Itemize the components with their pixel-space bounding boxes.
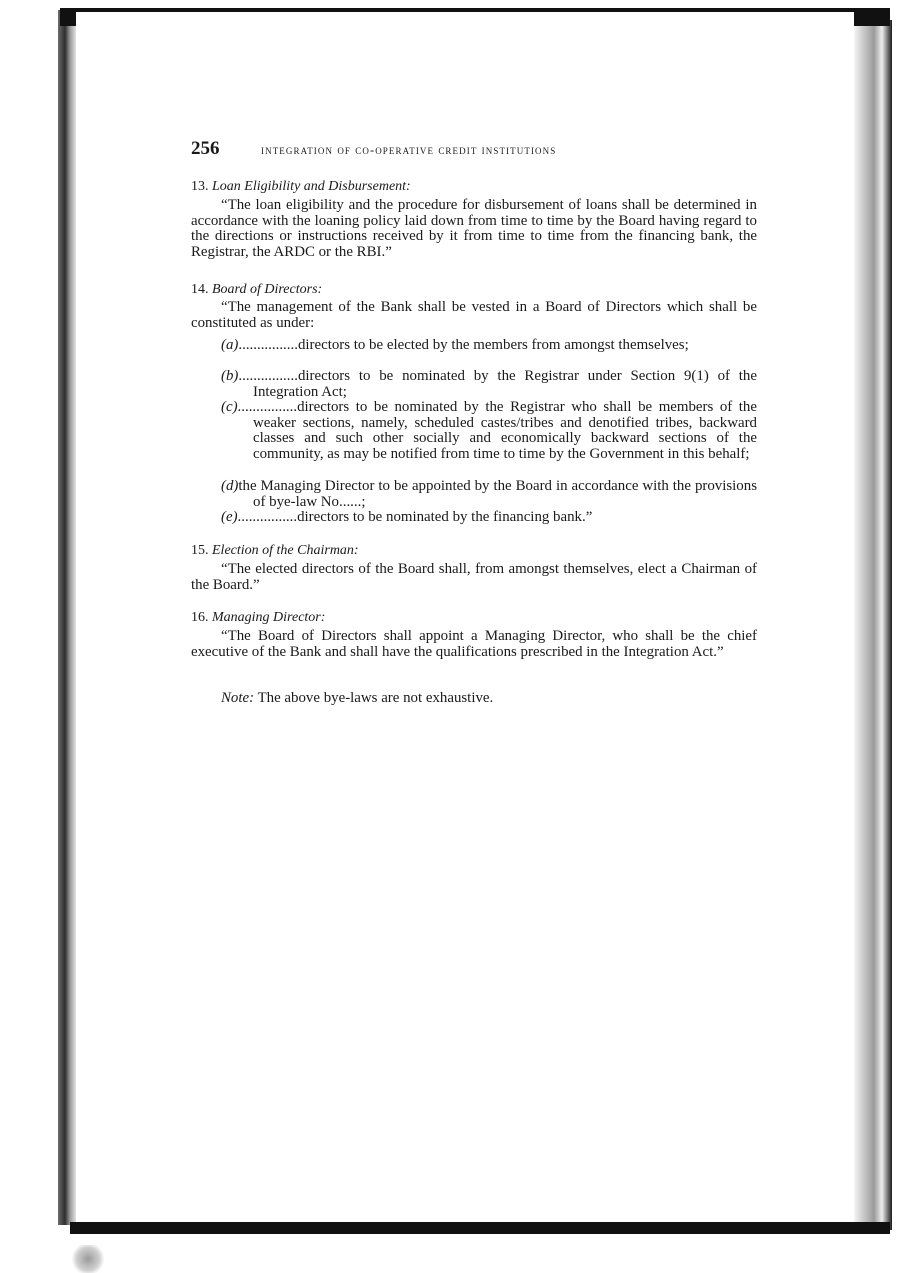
scan-smudge [70, 1245, 106, 1273]
list-item-a [221, 338, 757, 354]
section-paragraph-13: “The loan eligibility and the procedure for disbursement of loans shall be determined in accordance with the loaning policy laid down from time to time by the Board having regard to the directions or instructions received by it from time to time from the financing bank, the Registrar, the ARDC or the RBI.” [191, 197, 757, 260]
item-text: ................directors to be elected by the members from amongst themselves; [238, 337, 689, 353]
note-label: Note: [221, 690, 255, 706]
scan-left-edge [58, 10, 78, 1225]
page-header [191, 138, 757, 160]
page-number: 256 [191, 138, 220, 159]
section-number: 16. [191, 610, 209, 625]
note-text: The above bye-laws are not exhaustive. [257, 690, 494, 706]
item-text: the Managing Director to be appointed by the Board in accordance with the provisions of bye-law No......; [238, 478, 757, 510]
running-title: integration of co-operative credit institutions [261, 143, 557, 157]
section-title: Election of the Chairman: [212, 543, 359, 558]
footnote [221, 690, 493, 707]
item-text: ................directors to be nominated by the Registrar who shall be members of the weaker sections, namely, scheduled castes/tribes and denotified tribes, backward classes and such other socially and economically backward sections of the community, as may be notified from time to time by the Government in this behalf; [237, 399, 757, 462]
section-heading-15 [191, 543, 359, 559]
item-label: (d) [221, 478, 239, 494]
list-item-d [221, 479, 757, 510]
section-paragraph-15: “The elected directors of the Board shall, from amongst themselves, elect a Chairman of the Board.” [191, 561, 757, 593]
section-number: 14. [191, 282, 209, 297]
item-label: (a) [221, 337, 239, 353]
section-paragraph-16: “The Board of Directors shall appoint a Managing Director, who shall be the chief executive of the Bank and shall have the qualifications prescribed in the Integration Act.” [191, 628, 757, 660]
item-label: (c) [221, 399, 238, 415]
section-heading-13 [191, 179, 411, 195]
section-paragraph-14: “The management of the Bank shall be vested in a Board of Directors which shall be constituted as under: [191, 299, 757, 331]
section-title: Board of Directors: [212, 282, 323, 297]
scan-bottom-edge [70, 1222, 890, 1234]
section-title: Loan Eligibility and Disbursement: [212, 179, 411, 194]
section-number: 15. [191, 543, 209, 558]
list-item-c [221, 400, 757, 462]
list-item-e [221, 510, 757, 526]
section-number: 13. [191, 179, 209, 194]
section-title: Managing Director: [212, 610, 326, 625]
item-text: ................directors to be nominated by the financing bank.” [237, 509, 593, 525]
section-heading-16 [191, 610, 325, 626]
item-label: (e) [221, 509, 238, 525]
scan-right-edge [852, 20, 892, 1230]
list-item-b [221, 369, 757, 400]
item-text: ................directors to be nominated by the Registrar under Section 9(1) of the Integration Act; [238, 368, 757, 400]
item-label: (b) [221, 368, 239, 384]
section-heading-14 [191, 282, 322, 298]
